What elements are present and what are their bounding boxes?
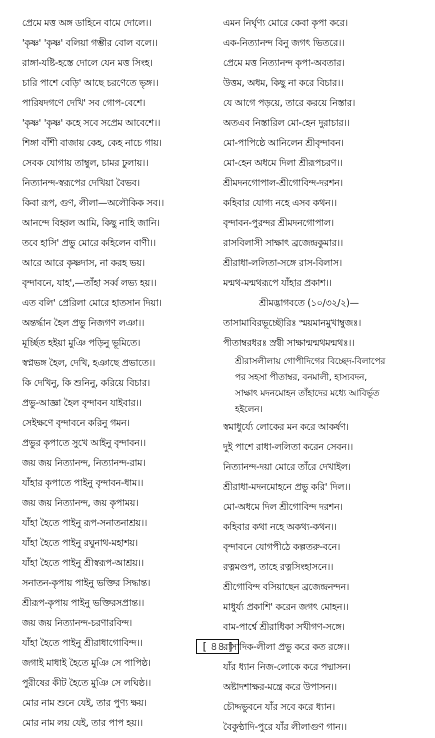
verse-line: স্বমাধুর্য্যে লোকের মন করে আকর্ষণ। <box>223 422 349 433</box>
verse-line: জয় জয় নিত্যানন্দ-চরণারবিন্দ। <box>22 618 132 629</box>
verse-line: চারি পাশে বেড়ি' আছে চরণেতে ভৃঙ্গ।। <box>22 78 159 89</box>
verse-line: যাঁহার কৃপাতে পাইনু বৃন্দাবন-ধাম।। <box>22 478 144 489</box>
verse-line: কিবা রূপ, গুণ, লীলা—অলৌকিক সব।। <box>22 198 164 209</box>
verse-line: বৃন্দাবনে, যাহ',—তাঁহা সর্ব্ব লভ্য হয়।। <box>22 278 157 289</box>
verse-line: সনাতন-কৃপায় পাইনু ভক্তির সিদ্ধান্ত। <box>22 578 151 589</box>
verse-line: প্রেমে মত্ত অঙ্গ ডাহিনে বামে দোলে।। <box>22 18 152 29</box>
verse-line: প্রভুর কৃপাতে সুখে আইনু বৃন্দাবন।। <box>22 438 146 449</box>
verse-line: জয় জয় নিত্যানন্দ, নিত্যানন্দ-রাম। <box>22 458 146 469</box>
verse-line: মো-পাপিষ্ঠে আনিলেন শ্রীবৃন্দাবন। <box>223 138 344 149</box>
verse-line: স্বপ্নভঙ্গ হৈল, দেখি, হঞাছে প্রভাতে।। <box>22 358 156 369</box>
verse-line: চৌদ্দভুবনে যাঁর সবে করে ধ্যান। <box>223 702 335 713</box>
verse-line: তাসামাবিরভূচ্ছৌরিঃ স্ময়মানমুখাম্বুজঃ। <box>223 318 362 329</box>
verse-line: সেইক্ষণে বৃন্দাবনে করিনু গমন। <box>22 418 130 429</box>
verse-line: শ্রীরাধা-ললিতা-সঙ্গে রাস-বিলাস। <box>223 258 342 269</box>
verse-line: বৃন্দাবন-পুরন্দর শ্রীমদনগোপাল। <box>223 218 334 229</box>
translation-line: শ্রীরাসলীলায় গোপীদিগের বিচ্ছেদ-বিলাপের <box>235 357 386 367</box>
verse-line: বাম-পার্শ্বে শ্রীরাধিকা সখীগণ-সঙ্গে। <box>223 622 345 633</box>
verse-line: উত্তম, অধম, কিছু না করে বিচার।। <box>223 78 344 89</box>
verse-line: এত বলি' প্রেরিলা মোরে হাতসান দিয়া। <box>22 298 162 309</box>
verse-line: আরে আরে কৃষ্ণদাস, না করহ ভয়। <box>22 258 145 269</box>
verse-line: পারিষদগণে দেখি' সব গোপ-বেশে। <box>22 98 146 109</box>
translation-line: সাক্ষাৎ মদনমোহন তাঁহাদের মধ্যে আবির্ভূত <box>235 389 380 399</box>
verse-line: শ্রীমদ্ভাগবতে (১০/৩২/২)— <box>259 298 359 309</box>
verse-line: শ্রীমদনগোপাল-শ্রীগোবিন্দ-দরশন। <box>223 178 343 189</box>
verse-line: রাসাদিক-লীলা প্রভু করে কত রঙ্গে।। <box>223 642 350 653</box>
verse-line: তবে হাসি' প্রভু মোরে কহিলেন বাণী।। <box>22 238 156 249</box>
verse-line: বৃন্দাবনে যোগপীঠে কল্পতরু-বনে। <box>223 542 341 553</box>
verse-line: নিত্যানন্দ-স্বরূপের দেখিয়া বৈভব। <box>22 178 140 189</box>
verse-line: 'কৃষ্ণ' 'কৃষ্ণ' কহে সবে সপ্রেম আবেশে।। <box>22 118 161 129</box>
verse-line: কি দেখিনু, কি শুনিনু, করিয়ে বিচার। <box>22 378 150 389</box>
verse-line: আনন্দে বিহ্বল আমি, কিছু নাহি জানি। <box>22 218 160 229</box>
verse-line: মোর নাম লয় যেই, তার পাপ হয়।। <box>22 718 143 729</box>
verse-line: পুরীষের কীট হৈতে মুঞি সে লঘিষ্ঠ।। <box>22 678 151 689</box>
verse-line: শ্রীরাধা-মদনমোহনে প্রভু করি' দিল।। <box>223 482 351 493</box>
verse-line: মন্মথ-মন্মথরূপে যাঁহার প্রকাশ।। <box>223 278 332 289</box>
verse-line: প্রভু-আজ্ঞা হৈল বৃন্দাবন যাইবার।। <box>22 398 142 409</box>
verse-line: যাঁহা হৈতে পাইনু রঘুনাথ-মহাশয়। <box>22 538 138 549</box>
verse-line: মো-হেন অধমে দিলা শ্রীরূপচরণ।। <box>223 158 343 169</box>
verse-line: যাঁহা হৈতে পাইনু রূপ-সনাতনাশ্রয়।। <box>22 518 148 529</box>
translation-line: পর সহসা পীতাম্বর, বনমালী, হাস্যবদন, <box>235 373 367 383</box>
verse-line: শ্রীরূপ-কৃপায় পাইনু ভক্তিরসপ্রান্ত।। <box>22 598 145 609</box>
verse-line: অন্তর্দ্ধান হৈল প্রভু নিজগণ লঞা।। <box>22 318 145 329</box>
verse-line: জগাই মাধাই হৈতে মুঞি সে পাপিষ্ঠ। <box>22 658 151 669</box>
verse-line: কহিবার কথা নহে অকথ্য-কথন।। <box>223 522 337 533</box>
verse-line: রত্নমণ্ডপ, তাহে রত্নসিংহাসনে।। <box>223 562 334 573</box>
verse-line: মূর্চ্ছিত হইয়া মুঞি পড়িনু ভূমিতে। <box>22 338 141 349</box>
verse-line: রাঙ্গা-যষ্টি-হস্তে দোলে যেন মত্ত সিংহ। <box>22 58 153 69</box>
verse-line: যে আগে পড়য়ে, তারে করয়ে নিস্তার। <box>223 98 356 109</box>
verse-line: অতএব নিস্তারিল মো-হেন দুরাচার।। <box>223 118 350 129</box>
verse-line: এক-নিত্যানন্দ বিনু জগৎ ভিতরে।। <box>223 38 345 49</box>
verse-line: এমন নির্ঘৃণ্য মোরে কেবা কৃপা করে। <box>223 18 348 29</box>
verse-line: কহিবার যোগ্য নহে এসব কথন।। <box>223 198 337 209</box>
verse-line: শ্রীগোবিন্দ বসিয়াছেন ব্রজেন্দ্রনন্দন। <box>223 582 350 593</box>
verse-line: বৈকুণ্ঠাদি-পুরে যাঁর লীলাগুণ গান।। <box>223 722 347 733</box>
verse-line: 'কৃষ্ণ' 'কৃষ্ণ' বলিয়া গম্ভীর বোল বলে।। <box>22 38 158 49</box>
verse-line: যাঁর ধ্যান নিজ-লোকে করে পদ্মাসন। <box>223 662 351 673</box>
verse-line: রাসবিলাসী সাক্ষাৎ ব্রজেন্দ্রকুমার।। <box>223 238 343 249</box>
verse-line: প্রেমে মত্ত নিত্যানন্দ কৃপা-অবতার। <box>223 58 345 69</box>
verse-line: অষ্টাদশাক্ষর-মন্ত্রে করে উপাসন।। <box>223 682 337 693</box>
verse-line: নিত্যানন্দ-দয়া মোরে তাঁরে দেখাইল। <box>223 462 351 473</box>
verse-line: সেবক যোগায় তাম্বুল, চামর ঢুলায়।। <box>22 158 149 169</box>
page-number-label: [ ৪৪ ] <box>196 639 240 654</box>
verse-line: শিঙ্গা বাঁশী বাজায় কেহ, কেহ নাচে গায়। <box>22 138 162 149</box>
verse-line: মাধুর্য্য প্রকাশি' করেন জগৎ মোহন।। <box>223 602 349 613</box>
translation-line: হইলেন। <box>235 405 263 415</box>
verse-line: পীতাম্বরধরঃ স্রগ্বী সাক্ষান্মন্মথমন্মথঃ।। <box>223 338 355 349</box>
page-number <box>0 638 435 657</box>
verse-line: দুই পাশে রাধা-ললিতা করেন সেবন।। <box>223 442 353 453</box>
verse-line: মো-অধমে দিল শ্রীগোবিন্দ দরশন। <box>223 502 343 513</box>
verse-line: যাঁহা হৈতে পাইনু শ্রীরাধাগোবিন্দ।। <box>22 638 143 649</box>
verse-line: যাঁহা হৈতে পাইনু শ্রীস্বরূপ-আশ্রয়।। <box>22 558 144 569</box>
left-column <box>22 14 222 734</box>
right-column <box>223 14 428 738</box>
verse-line: মোর নাম শুনে যেই, তার পুণ্য ক্ষয়। <box>22 698 147 709</box>
verse-line: জয় জয় নিত্যানন্দ, জয় কৃপাময়। <box>22 498 139 509</box>
